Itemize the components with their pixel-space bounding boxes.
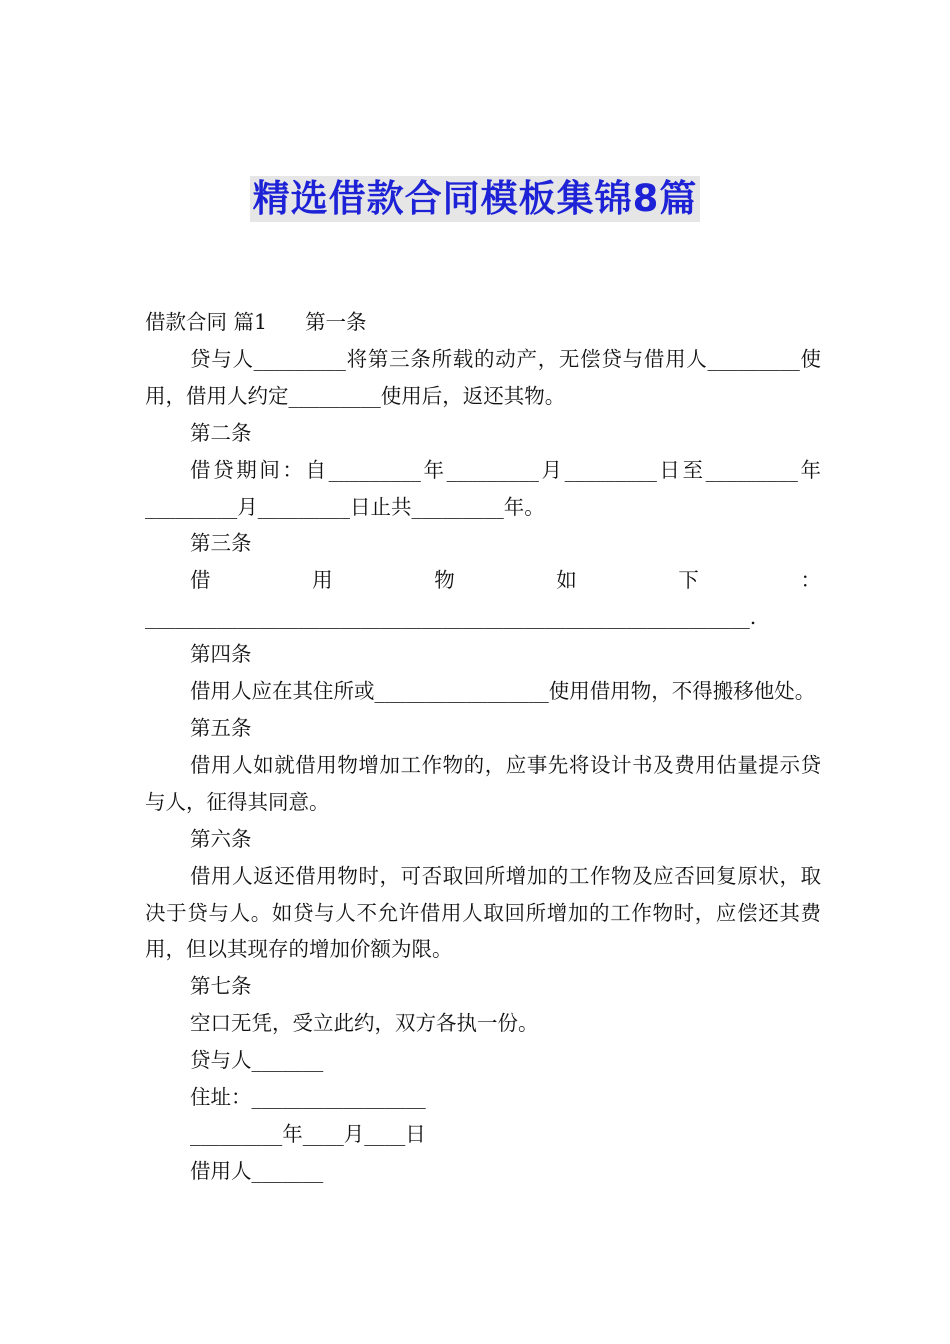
- heading-line: [145, 304, 821, 341]
- title-wrapper: [0, 176, 950, 222]
- lender-date: _________年____月____日: [190, 1121, 426, 1146]
- article-1-text: 贷与人_________将第三条所载的动产，无偿贷与借用人_________使用，借用人约定_________使用后，返还其物。: [145, 346, 821, 408]
- article-3-heading: 第三条: [190, 531, 252, 556]
- article-3-text: 借用物如下：___________________________________________________________.: [145, 568, 821, 630]
- document-body: [145, 304, 821, 1190]
- article-5-text: 借用人如就借用物增加工作物的，应事先将设计书及费用估量提示贷与人，征得其同意。: [145, 752, 821, 814]
- article-7-text: 空口无凭，受立此约，双方各执一份。: [190, 1011, 539, 1036]
- article-7-heading: 第七条: [190, 974, 252, 999]
- article-6-text: 借用人返还借用物时，可否取回所增加的工作物及应否回复原状，取决于贷与人。如贷与人不允许借用人取回所增加的工作物时，应偿还其费用，但以其现存的增加价额为限。: [145, 863, 821, 962]
- article-2-text: 借贷期间：自_________年_________月_________日至_________年_________月_________日止共_________年。: [145, 457, 821, 519]
- borrower-signature: 借用人_______: [190, 1158, 324, 1183]
- article-5-heading: 第五条: [190, 715, 252, 740]
- article-2-heading: 第二条: [190, 420, 252, 445]
- document-title: 精选借款合同模板集锦8篇: [250, 176, 701, 222]
- lender-address: 住址：_________________: [190, 1085, 426, 1110]
- article-1-heading: 第一条: [305, 310, 367, 334]
- article-4-text: 借用人应在其住所或_________________使用借用物，不得搬移他处。: [190, 679, 816, 704]
- article-6-heading: 第六条: [190, 826, 252, 851]
- lender-signature: 贷与人_______: [190, 1048, 324, 1073]
- article-4-heading: 第四条: [190, 642, 252, 667]
- section-label: 借款合同 篇1: [145, 310, 268, 334]
